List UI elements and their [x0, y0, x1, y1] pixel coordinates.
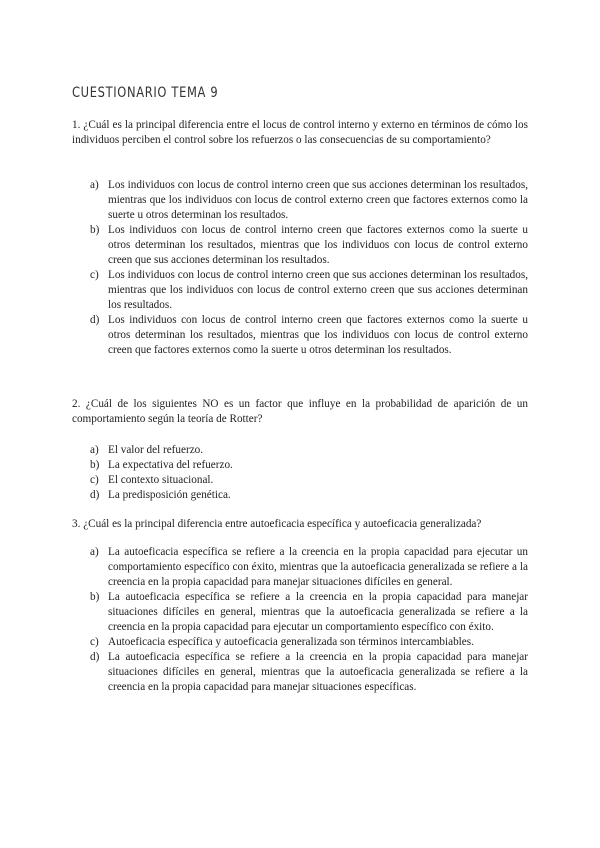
- question-1-text: 1. ¿Cuál es la principal diferencia entre el locus de control interno y externo en términos de cómo los individuos perciben el control sobre los refuerzos o las consecuencias de su comportamiento?: [72, 119, 528, 146]
- option-letter: d): [90, 651, 100, 663]
- question-1-option-a: [90, 178, 528, 223]
- option-text: La predisposición genética.: [108, 489, 231, 501]
- option-letter: a): [90, 179, 99, 191]
- option-letter: d): [90, 314, 100, 326]
- option-text: Autoeficacia específica y autoeficacia generalizada son términos intercambiables.: [108, 636, 474, 648]
- option-text: La autoeficacia específica se refiere a la creencia en la propia capacidad para manejar situaciones difíciles en general, mientras que la autoeficacia generalizada se refiere a la creencia en la propia capacidad para ejecutar un comportamiento específico con éxito.: [108, 591, 528, 633]
- question-3-option-d: [90, 650, 528, 695]
- option-letter: a): [90, 546, 99, 558]
- question-2-text: 2. ¿Cuál de los siguientes NO es un factor que influye en la probabilidad de aparición de un comportamiento según la teoría de Rotter?: [72, 398, 528, 425]
- question-2-option-c: [90, 473, 528, 488]
- option-text: Los individuos con locus de control interno creen que sus acciones determinan los resultados, mientras que los individuos con locus de control externo creen que sus acciones determinan los resultados.: [108, 269, 528, 311]
- question-2-option-a: [90, 443, 528, 458]
- option-text: La autoeficacia específica se refiere a la creencia en la propia capacidad para manejar situaciones difíciles en general, mientras que la autoeficacia generalizada se refiere a la creencia en la propia capacidad para manejar situaciones específicas.: [108, 651, 528, 693]
- question-1-option-d: [90, 313, 528, 358]
- option-letter: b): [90, 224, 100, 236]
- option-letter: c): [90, 474, 99, 486]
- question-3-option-a: [90, 545, 528, 590]
- document-title: CUESTIONARIO TEMA 9: [72, 85, 219, 102]
- option-letter: d): [90, 489, 100, 501]
- question-3-option-b: [90, 590, 528, 635]
- option-text: Los individuos con locus de control interno creen que factores externos como la suerte u otros determinan los resultados, mientras que los individuos con locus de control externo creen que sus acciones determinan los resultados.: [108, 224, 528, 266]
- question-3-text: 3. ¿Cuál es la principal diferencia entre autoeficacia específica y autoeficacia generalizada?: [72, 518, 482, 530]
- option-letter: c): [90, 269, 99, 281]
- option-text: Los individuos con locus de control interno creen que factores externos como la suerte u otros determinan los resultados, mientras que los individuos con locus de control externo creen que factores externos como la suerte u otros determinan los resultados.: [108, 314, 528, 356]
- question-1-option-c: [90, 268, 528, 313]
- option-text: La autoeficacia específica se refiere a la creencia en la propia capacidad para ejecutar un comportamiento específico con éxito, mientras que la autoeficacia generalizada se refiere a la creencia en la propia capacidad para manejar situaciones difíciles en general.: [108, 546, 528, 588]
- option-letter: b): [90, 459, 100, 471]
- question-2-option-d: [90, 488, 528, 503]
- option-letter: a): [90, 444, 99, 456]
- question-3-option-c: [90, 635, 528, 650]
- question-2-option-b: [90, 458, 528, 473]
- question-3-options: [90, 545, 528, 695]
- option-letter: b): [90, 591, 100, 603]
- question-1-option-b: [90, 223, 528, 268]
- option-text: La expectativa del refuerzo.: [108, 459, 233, 471]
- option-text: El valor del refuerzo.: [108, 444, 204, 456]
- option-text: El contexto situacional.: [108, 474, 214, 486]
- question-1-options: [90, 178, 528, 358]
- option-text: Los individuos con locus de control interno creen que sus acciones determinan los resultados, mientras que los individuos con locus de control externo creen que factores externos como la suerte u otros determinan los resultados.: [108, 179, 528, 221]
- question-2-options: [90, 443, 528, 503]
- option-letter: c): [90, 636, 99, 648]
